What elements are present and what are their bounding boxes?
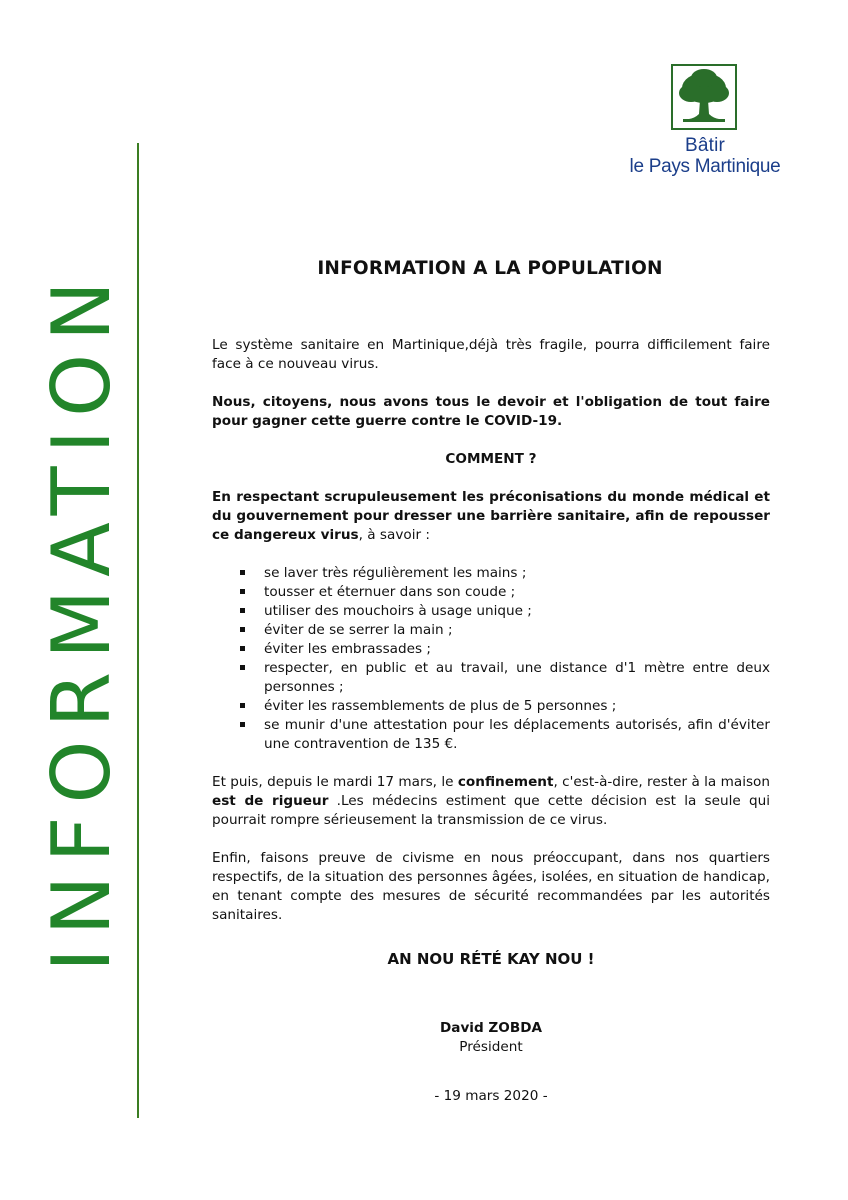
list-item: respecter, en public et au travail, une distance d'1 mètre entre deux personnes ; [242, 659, 770, 697]
organization-logo [620, 64, 790, 194]
vertical-divider-line [137, 143, 139, 1118]
comment-heading: COMMENT ? [445, 451, 537, 467]
list-item: éviter de se serrer la main ; [242, 621, 770, 640]
document-title: INFORMATION A LA POPULATION [317, 258, 663, 279]
list-item: utiliser des mouchoirs à usage unique ; [242, 602, 770, 621]
tree-icon [673, 66, 735, 128]
slogan: AN NOU RÉTÉ KAY NOU ! [387, 950, 595, 968]
document-body [212, 336, 770, 1106]
logo-text-line2: le Pays Martinique [629, 156, 781, 177]
list-item: éviter les embrassades ; [242, 640, 770, 659]
paragraph-civism: Enfin, faisons preuve de civisme en nous préoccupant, dans nos quartiers respectifs, de la situation des personnes âgées, isolées, en situation de handicap, en tenant compte des mesures de sécurité recommandées par les autorités sanitaires. [212, 850, 770, 923]
document-date: - 19 mars 2020 - [434, 1088, 548, 1104]
list-item: tousser et éternuer dans son coude ; [242, 583, 770, 602]
list-item: se laver très régulièrement les mains ; [242, 564, 770, 583]
paragraph-confinement: Et puis, depuis le mardi 17 mars, le confinement, c'est-à-dire, rester à la maison est de rigueur .Les médecins estiment que cette décision est la seule qui pourrait rompre sérieusement la transmission de ce virus. [212, 774, 770, 828]
logo-text-line1: Bâtir [684, 135, 726, 156]
paragraph-recommendations: En respectant scrupuleusement les préconisations du monde médical et du gouvernement pour dresser une barrière sanitaire, afin de repousser ce dangereux virus, à savoir : [212, 489, 770, 543]
paragraph-health-system: Le système sanitaire en Martinique,déjà très fragile, pourra difficilement faire face à ce nouveau virus. [212, 337, 770, 372]
paragraph-citizens-duty: Nous, citoyens, nous avons tous le devoir et l'obligation de tout faire pour gagner cette guerre contre le COVID-19. [212, 394, 770, 429]
signature-role: Président [459, 1039, 523, 1055]
tree-logo-frame [671, 64, 737, 130]
side-word-text: INFORMATION [35, 268, 128, 972]
signature-name: David ZOBDA [439, 1020, 543, 1036]
guidelines-list [212, 564, 770, 754]
list-item: se munir d'une attestation pour les déplacements autorisés, afin d'éviter une contravention de 135 €. [242, 716, 770, 754]
list-item: éviter les rassemblements de plus de 5 personnes ; [242, 697, 770, 716]
vertical-information-heading [0, 0, 128, 972]
